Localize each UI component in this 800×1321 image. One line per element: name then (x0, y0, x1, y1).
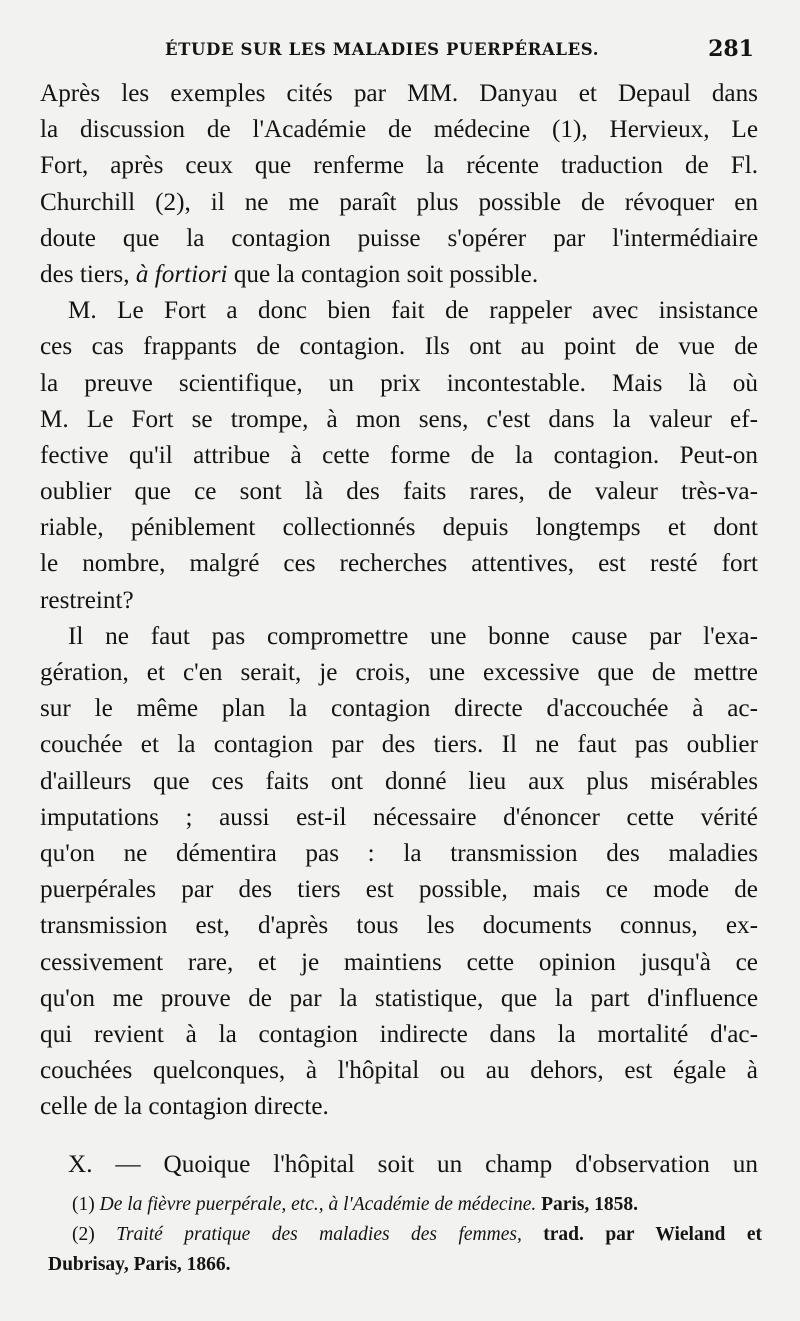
footnote-title: Traité pratique des maladies des femmes, (116, 1224, 522, 1245)
footnote-text: Paris, 1858. (536, 1194, 639, 1215)
text-line: Churchill (2), il ne me paraît plus possible de révoquer en (40, 188, 758, 216)
paragraph-first-line: M. Le Fort a donc bien fait de rappeler avec insistance (68, 297, 758, 325)
footnote-text: trad. par Wieland et (521, 1224, 762, 1245)
text-line: le nombre, malgré ces recherches attentives, est resté fort (40, 550, 758, 578)
text-line: Après les exemples cités par MM. Danyau et Depaul dans (40, 80, 758, 107)
text-line: sur le même plan la contagion directe d'accouchée à ac- (40, 695, 758, 723)
text-line: fective qu'il attribue à cette forme de la contagion. Peut-on (40, 441, 758, 469)
text-line: puerpérales par des tiers est possible, mais ce mode de (40, 876, 758, 904)
text-line: Fort, après ceux que renferme la récente traduction de Fl. (40, 152, 758, 180)
text-line: qui revient à la contagion indirecte dans la mortalité d'ac- (40, 1020, 758, 1048)
text-line (40, 257, 758, 293)
footnotes (48, 1190, 762, 1280)
footnote-mark: (2) (72, 1224, 117, 1245)
text-line: couchées quelconques, à l'hôpital ou au dehors, est égale à (40, 1057, 758, 1085)
text-line: couchée et la contagion par des tiers. Il ne faut pas oublier (40, 731, 758, 759)
text-line: M. Le Fort se trompe, à mon sens, c'est dans la valeur ef- (40, 405, 758, 433)
text-line: transmission est, d'après tous les documents connus, ex- (40, 912, 758, 940)
text-line: imputations ; aussi est-il nécessaire d'énoncer cette vérité (40, 803, 758, 831)
italic-phrase: à fortiori (135, 260, 228, 288)
section-x-line: X. — Quoique l'hôpital soit un champ d'observation un (68, 1151, 758, 1179)
text-line: ces cas frappants de contagion. Ils ont au point de vue de (40, 333, 758, 361)
footnote-mark: (1) (72, 1194, 100, 1215)
footnote-title: De la fièvre puerpérale, etc., à l'Académie de médecine. (99, 1194, 537, 1215)
footnote-1 (48, 1190, 762, 1220)
text-line: restreint? (40, 586, 134, 614)
text-line: d'ailleurs que ces faits ont donné lieu aux plus misérables (40, 767, 758, 795)
text-line: cessivement rare, et je maintiens cette opinion jusqu'à ce (40, 948, 758, 976)
text-line: qu'on ne démentira pas : la transmission des maladies (40, 839, 758, 867)
text-run: que la contagion soit possible. (227, 260, 539, 288)
page-number: 281 (708, 36, 754, 62)
text-line: doute que la contagion puisse s'opérer par l'intermédiaire (40, 224, 758, 252)
text-line: gération, et c'en serait, je crois, une excessive que de mettre (40, 659, 758, 686)
text-line: qu'on me prouve de par la statistique, que la part d'influence (40, 984, 758, 1012)
text-line: la discussion de l'Académie de médecine (1), Hervieux, Le (40, 116, 758, 144)
text-line: oublier que ce sont là des faits rares, de valeur très-va- (40, 478, 758, 506)
text-line: celle de la contagion directe. (40, 1093, 329, 1121)
page-header (40, 36, 762, 66)
running-head: ÉTUDE SUR LES MALADIES PUERPÉRALES. (165, 40, 600, 59)
paragraph-first-line: Il ne faut pas compromettre une bonne cause par l'exa- (68, 622, 758, 650)
footnote-2 (48, 1220, 762, 1250)
text-line: riable, péniblement collectionnés depuis longtemps et dont (40, 514, 758, 542)
footnote-2-continued: Dubrisay, Paris, 1866. (48, 1254, 231, 1275)
text-run: des tiers, (40, 260, 136, 288)
body-text (40, 76, 758, 1184)
text-line: la preuve scientifique, un prix incontestable. Mais là où (40, 369, 758, 397)
